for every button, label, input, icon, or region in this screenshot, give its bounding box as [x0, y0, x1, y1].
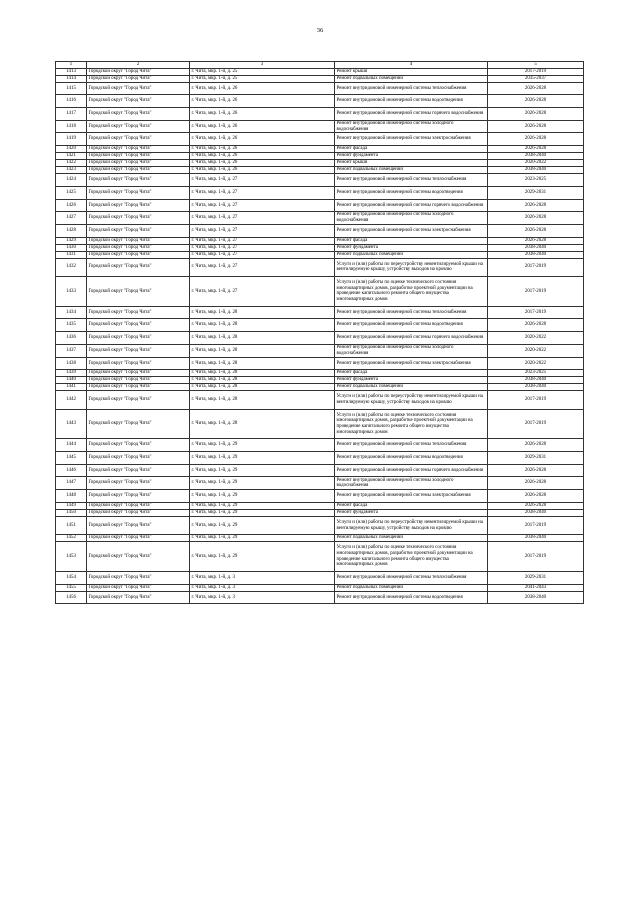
address-cell: г. Чита, мкр. 1-й, д. 29: [190, 452, 335, 465]
period-cell: 2026-2028: [488, 237, 584, 244]
period-cell: 2026-2028: [488, 146, 584, 153]
period-cell: 2035-2037: [488, 75, 584, 82]
row-number-cell: 1419: [56, 133, 87, 146]
period-cell: 2020-2022: [488, 344, 584, 357]
address-cell: г. Чита, мкр. 1-й, д. 29: [190, 535, 335, 542]
table-row: [56, 377, 584, 384]
municipality-cell: Городской округ "Город Чита": [87, 199, 190, 212]
address-cell: г. Чита, мкр. 1-й, д. 27: [190, 186, 335, 199]
period-cell: 2038-2040: [488, 535, 584, 542]
row-number-cell: 1456: [56, 591, 87, 604]
municipality-cell: Городской округ "Город Чита": [87, 244, 190, 251]
period-cell: 2023-2025: [488, 174, 584, 187]
municipality-cell: Городской округ "Город Чита": [87, 160, 190, 167]
period-cell: 2017-2019: [488, 409, 584, 439]
row-number-cell: 1426: [56, 199, 87, 212]
period-cell: 2026-2028: [488, 477, 584, 490]
period-cell: 2026-2028: [488, 464, 584, 477]
address-cell: г. Чита, мкр. 1-й, д. 26: [190, 167, 335, 174]
table-row: [56, 357, 584, 370]
work-type-cell: Услуги и (или) работы по переустройству невентилируемой крыши на вентилируемую крышу, устройству выходов на кровлю: [335, 258, 488, 276]
period-cell: 2017-2019: [488, 516, 584, 534]
period-cell: 2020-2022: [488, 160, 584, 167]
municipality-cell: Городской округ "Город Чита": [87, 572, 190, 585]
table-row: [56, 167, 584, 174]
period-cell: 2026-2028: [488, 439, 584, 452]
column-header-5: 5: [488, 62, 584, 69]
row-number-cell: 1440: [56, 377, 87, 384]
address-cell: г. Чита, мкр. 1-й, д. 3: [190, 572, 335, 585]
period-cell: 2020-2022: [488, 357, 584, 370]
table-row: [56, 306, 584, 319]
municipality-cell: Городской округ "Город Чита": [87, 108, 190, 121]
work-type-cell: Ремонт внутридомовой инженерной системы электроснабжения: [335, 490, 488, 503]
address-cell: г. Чита, мкр. 1-й, д. 25: [190, 75, 335, 82]
work-type-cell: Ремонт внутридомовой инженерной системы горячего водоснабжения: [335, 108, 488, 121]
work-type-cell: Ремонт фасада: [335, 502, 488, 509]
municipality-cell: Городской округ "Город Чита": [87, 306, 190, 319]
address-cell: г. Чита, мкр. 1-й, д. 27: [190, 251, 335, 258]
repair-schedule-table: [55, 61, 584, 604]
address-cell: г. Чита, мкр. 1-й, д. 29: [190, 509, 335, 516]
work-type-cell: Ремонт подвальных помещений: [335, 75, 488, 82]
address-cell: г. Чита, мкр. 1-й, д. 26: [190, 133, 335, 146]
work-type-cell: Ремонт фундамента: [335, 244, 488, 251]
municipality-cell: Городской округ "Город Чита": [87, 357, 190, 370]
work-type-cell: Ремонт внутридомовой инженерной системы холодного водоснабжения: [335, 212, 488, 225]
address-cell: г. Чита, мкр. 1-й, д. 29: [190, 542, 335, 572]
work-type-cell: Ремонт внутридомовой инженерной системы горячего водоснабжения: [335, 199, 488, 212]
work-type-cell: Ремонт внутридомовой инженерной системы горячего водоснабжения: [335, 332, 488, 345]
row-number-cell: 1450: [56, 509, 87, 516]
address-cell: г. Чита, мкр. 1-й, д. 27: [190, 199, 335, 212]
municipality-cell: Городской округ "Город Чита": [87, 133, 190, 146]
address-cell: г. Чита, мкр. 1-й, д. 28: [190, 370, 335, 377]
row-number-cell: 1441: [56, 384, 87, 391]
address-cell: г. Чита, мкр. 1-й, д. 27: [190, 174, 335, 187]
table-row: [56, 95, 584, 108]
table-row: [56, 509, 584, 516]
column-header-3: 3: [190, 62, 335, 69]
row-number-cell: 1436: [56, 332, 87, 345]
address-cell: г. Чита, мкр. 1-й, д. 26: [190, 146, 335, 153]
address-cell: г. Чита, мкр. 1-й, д. 3: [190, 584, 335, 591]
work-type-cell: Ремонт крыши: [335, 68, 488, 75]
work-type-cell: Ремонт фасада: [335, 146, 488, 153]
period-cell: 2041-2043: [488, 584, 584, 591]
municipality-cell: Городской округ "Город Чита": [87, 584, 190, 591]
table-row: [56, 120, 584, 133]
municipality-cell: Городской округ "Город Чита": [87, 167, 190, 174]
address-cell: г. Чита, мкр. 1-й, д. 29: [190, 502, 335, 509]
address-cell: г. Чита, мкр. 1-й, д. 28: [190, 357, 335, 370]
municipality-cell: Городской округ "Город Чита": [87, 153, 190, 160]
table-row: [56, 276, 584, 306]
period-cell: 2026-2028: [488, 199, 584, 212]
table-row: [56, 535, 584, 542]
period-cell: 2038-2040: [488, 591, 584, 604]
table-row: [56, 516, 584, 534]
table-row: [56, 591, 584, 604]
period-cell: 2038-2040: [488, 509, 584, 516]
municipality-cell: Городской округ "Город Чита": [87, 591, 190, 604]
address-cell: г. Чита, мкр. 1-й, д. 27: [190, 237, 335, 244]
row-number-cell: 1442: [56, 391, 87, 409]
work-type-cell: Услуги и (или) работы по переустройству невентилируемой крыши на вентилируемую крышу, устройству выходов на кровлю: [335, 516, 488, 534]
row-number-cell: 1451: [56, 516, 87, 534]
work-type-cell: Ремонт подвальных помещений: [335, 251, 488, 258]
address-cell: г. Чита, мкр. 1-й, д. 26: [190, 153, 335, 160]
municipality-cell: Городской округ "Город Чита": [87, 464, 190, 477]
municipality-cell: Городской округ "Город Чита": [87, 542, 190, 572]
table-row: [56, 212, 584, 225]
row-number-cell: 1453: [56, 542, 87, 572]
row-number-cell: 1452: [56, 535, 87, 542]
period-cell: 2026-2028: [488, 502, 584, 509]
period-cell: 2038-2040: [488, 153, 584, 160]
work-type-cell: Ремонт внутридомовой инженерной системы холодного водоснабжения: [335, 477, 488, 490]
row-number-cell: 1446: [56, 464, 87, 477]
table-row: [56, 391, 584, 409]
table-row: [56, 332, 584, 345]
municipality-cell: Городской округ "Город Чита": [87, 502, 190, 509]
address-cell: г. Чита, мкр. 1-й, д. 27: [190, 276, 335, 306]
table-row: [56, 186, 584, 199]
period-cell: 2038-2040: [488, 251, 584, 258]
table-row: [56, 82, 584, 95]
work-type-cell: Ремонт внутридомовой инженерной системы теплоснабжения: [335, 306, 488, 319]
address-cell: г. Чита, мкр. 1-й, д. 28: [190, 344, 335, 357]
municipality-cell: Городской округ "Город Чита": [87, 68, 190, 75]
page-number: 36: [316, 27, 324, 34]
work-type-cell: Ремонт внутридомовой инженерной системы холодного водоснабжения: [335, 120, 488, 133]
municipality-cell: Городской округ "Город Чита": [87, 237, 190, 244]
row-number-cell: 1443: [56, 409, 87, 439]
table-row: [56, 344, 584, 357]
period-cell: 2017-2019: [488, 542, 584, 572]
address-cell: г. Чита, мкр. 1-й, д. 28: [190, 306, 335, 319]
table-row: [56, 75, 584, 82]
municipality-cell: Городской округ "Город Чита": [87, 319, 190, 332]
table-row: [56, 370, 584, 377]
work-type-cell: Ремонт подвальных помещений: [335, 384, 488, 391]
address-cell: г. Чита, мкр. 1-й, д. 28: [190, 391, 335, 409]
row-number-cell: 1434: [56, 306, 87, 319]
row-number-cell: 1430: [56, 244, 87, 251]
municipality-cell: Городской округ "Город Чита": [87, 384, 190, 391]
row-number-cell: 1423: [56, 167, 87, 174]
work-type-cell: Ремонт внутридомовой инженерной системы теплоснабжения: [335, 439, 488, 452]
row-number-cell: 1422: [56, 160, 87, 167]
work-type-cell: Ремонт внутридомовой инженерной системы электроснабжения: [335, 224, 488, 237]
municipality-cell: Городской округ "Город Чита": [87, 439, 190, 452]
row-number-cell: 1415: [56, 82, 87, 95]
address-cell: г. Чита, мкр. 1-й, д. 27: [190, 212, 335, 225]
municipality-cell: Городской округ "Город Чита": [87, 251, 190, 258]
municipality-cell: Городской округ "Город Чита": [87, 452, 190, 465]
work-type-cell: Услуги и (или) работы по оценке технического состояния многоквартирных домов, разработке проектной документации на проведение капитального ремонта общего имущества многоквартирных домов: [335, 542, 488, 572]
address-cell: г. Чита, мкр. 1-й, д. 29: [190, 477, 335, 490]
municipality-cell: Городской округ "Город Чита": [87, 509, 190, 516]
work-type-cell: Ремонт внутридомовой инженерной системы теплоснабжения: [335, 572, 488, 585]
address-cell: г. Чита, мкр. 1-й, д. 28: [190, 409, 335, 439]
period-cell: 2026-2028: [488, 133, 584, 146]
period-cell: 2023-2025: [488, 370, 584, 377]
row-number-cell: 1416: [56, 95, 87, 108]
address-cell: г. Чита, мкр. 1-й, д. 26: [190, 95, 335, 108]
municipality-cell: Городской округ "Город Чита": [87, 516, 190, 534]
work-type-cell: Ремонт крыши: [335, 160, 488, 167]
table-row: [56, 244, 584, 251]
address-cell: г. Чита, мкр. 1-й, д. 26: [190, 120, 335, 133]
row-number-cell: 1428: [56, 224, 87, 237]
period-cell: 2026-2028: [488, 82, 584, 95]
address-cell: г. Чита, мкр. 1-й, д. 26: [190, 108, 335, 121]
work-type-cell: Ремонт внутридомовой инженерной системы водоотведения: [335, 452, 488, 465]
address-cell: г. Чита, мкр. 1-й, д. 28: [190, 384, 335, 391]
row-number-cell: 1414: [56, 75, 87, 82]
row-number-cell: 1448: [56, 490, 87, 503]
table-row: [56, 153, 584, 160]
period-cell: 2017-2019: [488, 258, 584, 276]
municipality-cell: Городской округ "Город Чита": [87, 377, 190, 384]
address-cell: г. Чита, мкр. 1-й, д. 29: [190, 490, 335, 503]
period-cell: 2026-2028: [488, 120, 584, 133]
municipality-cell: Городской округ "Город Чита": [87, 276, 190, 306]
work-type-cell: Ремонт фасада: [335, 237, 488, 244]
table-row: [56, 160, 584, 167]
table-row: [56, 108, 584, 121]
address-cell: г. Чита, мкр. 1-й, д. 26: [190, 160, 335, 167]
address-cell: г. Чита, мкр. 1-й, д. 25: [190, 68, 335, 75]
table-row: [56, 224, 584, 237]
row-number-cell: 1421: [56, 153, 87, 160]
address-cell: г. Чита, мкр. 1-й, д. 26: [190, 82, 335, 95]
work-type-cell: Ремонт внутридомовой инженерной системы водоотведения: [335, 186, 488, 199]
address-cell: г. Чита, мкр. 1-й, д. 27: [190, 224, 335, 237]
work-type-cell: Ремонт внутридомовой инженерной системы электроснабжения: [335, 133, 488, 146]
period-cell: 2026-2028: [488, 224, 584, 237]
row-number-cell: 1432: [56, 258, 87, 276]
work-type-cell: Услуги и (или) работы по оценке технического состояния многоквартирных домов, разработке проектной документации на проведение капитального ремонта общего имущества многоквартирных домов: [335, 276, 488, 306]
work-type-cell: Услуги и (или) работы по переустройству невентилируемой крыши на вентилируемую крышу, устройству выходов на кровлю: [335, 391, 488, 409]
row-number-cell: 1424: [56, 174, 87, 187]
work-type-cell: Ремонт фундамента: [335, 509, 488, 516]
address-cell: г. Чита, мкр. 1-й, д. 27: [190, 244, 335, 251]
municipality-cell: Городской округ "Город Чита": [87, 258, 190, 276]
municipality-cell: Городской округ "Город Чита": [87, 82, 190, 95]
period-cell: 2026-2028: [488, 212, 584, 225]
address-cell: г. Чита, мкр. 1-й, д. 3: [190, 591, 335, 604]
table-row: [56, 384, 584, 391]
row-number-cell: 1417: [56, 108, 87, 121]
municipality-cell: Городской округ "Город Чита": [87, 391, 190, 409]
table-row: [56, 439, 584, 452]
table-row: [56, 464, 584, 477]
period-cell: 2017-2019: [488, 391, 584, 409]
row-number-cell: 1437: [56, 344, 87, 357]
work-type-cell: Ремонт внутридомовой инженерной системы холодного водоснабжения: [335, 344, 488, 357]
work-type-cell: Ремонт фундамента: [335, 377, 488, 384]
address-cell: г. Чита, мкр. 1-й, д. 29: [190, 439, 335, 452]
table-row: [56, 199, 584, 212]
table-body: [56, 68, 584, 604]
table-row: [56, 477, 584, 490]
table-row: [56, 490, 584, 503]
period-cell: 2026-2028: [488, 95, 584, 108]
column-header-1: 1: [56, 62, 87, 69]
row-number-cell: 1418: [56, 120, 87, 133]
work-type-cell: Ремонт фасада: [335, 370, 488, 377]
table-row: [56, 251, 584, 258]
period-cell: 2026-2028: [488, 108, 584, 121]
work-type-cell: Ремонт подвальных помещений: [335, 535, 488, 542]
period-cell: 2017-2019: [488, 276, 584, 306]
period-cell: 2026-2028: [488, 490, 584, 503]
table-row: [56, 572, 584, 585]
table-row: [56, 542, 584, 572]
address-cell: г. Чита, мкр. 1-й, д. 29: [190, 464, 335, 477]
row-number-cell: 1425: [56, 186, 87, 199]
work-type-cell: Ремонт внутридомовой инженерной системы горячего водоснабжения: [335, 464, 488, 477]
table-row: [56, 258, 584, 276]
work-type-cell: Ремонт подвальных помещений: [335, 167, 488, 174]
column-header-2: 2: [87, 62, 190, 69]
municipality-cell: Городской округ "Город Чита": [87, 490, 190, 503]
address-cell: г. Чита, мкр. 1-й, д. 28: [190, 377, 335, 384]
municipality-cell: Городской округ "Город Чита": [87, 224, 190, 237]
column-header-4: 4: [335, 62, 488, 69]
municipality-cell: Городской округ "Город Чита": [87, 332, 190, 345]
row-number-cell: 1433: [56, 276, 87, 306]
table-row: [56, 502, 584, 509]
table-row: [56, 174, 584, 187]
municipality-cell: Городской округ "Город Чита": [87, 186, 190, 199]
municipality-cell: Городской округ "Город Чита": [87, 95, 190, 108]
period-cell: 2026-2028: [488, 319, 584, 332]
municipality-cell: Городской округ "Город Чита": [87, 146, 190, 153]
row-number-cell: 1444: [56, 439, 87, 452]
work-type-cell: Ремонт внутридомовой инженерной системы теплоснабжения: [335, 82, 488, 95]
municipality-cell: Городской округ "Город Чита": [87, 409, 190, 439]
table-row: [56, 584, 584, 591]
municipality-cell: Городской округ "Город Чита": [87, 174, 190, 187]
table-header-row: [56, 62, 584, 69]
period-cell: 2038-2040: [488, 377, 584, 384]
row-number-cell: 1420: [56, 146, 87, 153]
municipality-cell: Городской округ "Город Чита": [87, 535, 190, 542]
period-cell: 2017-2019: [488, 68, 584, 75]
row-number-cell: 1427: [56, 212, 87, 225]
row-number-cell: 1447: [56, 477, 87, 490]
municipality-cell: Городской округ "Город Чита": [87, 75, 190, 82]
period-cell: 2017-2019: [488, 306, 584, 319]
address-cell: г. Чита, мкр. 1-й, д. 27: [190, 258, 335, 276]
period-cell: 2029-2031: [488, 572, 584, 585]
period-cell: 2029-2031: [488, 452, 584, 465]
table-row: [56, 452, 584, 465]
table-row: [56, 319, 584, 332]
work-type-cell: Ремонт фундамента: [335, 153, 488, 160]
work-type-cell: Ремонт внутридомовой инженерной системы водоотведения: [335, 319, 488, 332]
address-cell: г. Чита, мкр. 1-й, д. 29: [190, 516, 335, 534]
row-number-cell: 1413: [56, 68, 87, 75]
municipality-cell: Городской округ "Город Чита": [87, 370, 190, 377]
period-cell: 2038-2040: [488, 244, 584, 251]
row-number-cell: 1429: [56, 237, 87, 244]
row-number-cell: 1455: [56, 584, 87, 591]
row-number-cell: 1454: [56, 572, 87, 585]
work-type-cell: Ремонт подвальных помещений: [335, 584, 488, 591]
work-type-cell: Услуги и (или) работы по оценке технического состояния многоквартирных домов, разработке проектной документации на проведение капитального ремонта общего имущества многоквартирных домов: [335, 409, 488, 439]
municipality-cell: Городской округ "Город Чита": [87, 120, 190, 133]
address-cell: г. Чита, мкр. 1-й, д. 28: [190, 319, 335, 332]
work-type-cell: Ремонт внутридомовой инженерной системы электроснабжения: [335, 357, 488, 370]
period-cell: 2038-2040: [488, 384, 584, 391]
work-type-cell: Ремонт внутридомовой инженерной системы водоотведения: [335, 95, 488, 108]
table-row: [56, 237, 584, 244]
municipality-cell: Городской округ "Город Чита": [87, 477, 190, 490]
address-cell: г. Чита, мкр. 1-й, д. 28: [190, 332, 335, 345]
period-cell: 2038-2040: [488, 167, 584, 174]
table-row: [56, 68, 584, 75]
table-row: [56, 409, 584, 439]
municipality-cell: Городской округ "Город Чита": [87, 344, 190, 357]
table-row: [56, 133, 584, 146]
row-number-cell: 1438: [56, 357, 87, 370]
row-number-cell: 1435: [56, 319, 87, 332]
municipality-cell: Городской округ "Город Чита": [87, 212, 190, 225]
row-number-cell: 1449: [56, 502, 87, 509]
period-cell: 2029-2031: [488, 186, 584, 199]
period-cell: 2020-2022: [488, 332, 584, 345]
row-number-cell: 1431: [56, 251, 87, 258]
work-type-cell: Ремонт внутридомовой инженерной системы водоотведения: [335, 591, 488, 604]
row-number-cell: 1439: [56, 370, 87, 377]
work-type-cell: Ремонт внутридомовой инженерной системы теплоснабжения: [335, 174, 488, 187]
row-number-cell: 1445: [56, 452, 87, 465]
table-row: [56, 146, 584, 153]
